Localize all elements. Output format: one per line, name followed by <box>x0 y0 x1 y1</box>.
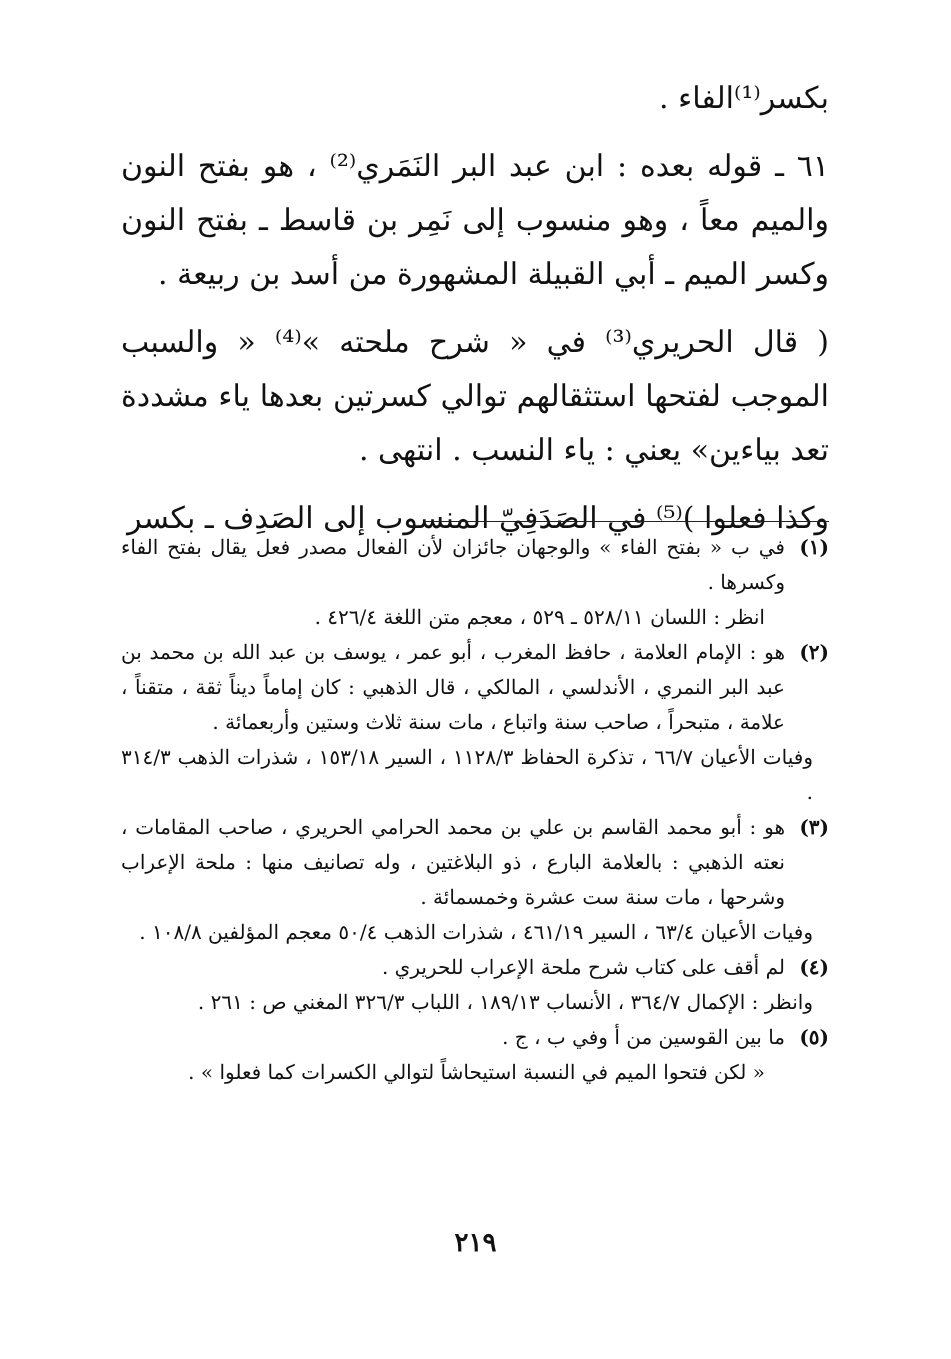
footnote-2 <box>121 635 829 740</box>
footnote-3-text: هو : أبو محمد القاسم بن علي بن محمد الحرامي الحريري ، صاحب المقامات ، نعته الذهبي : بالعلامة البارع ، ذو البلاغتين ، وله تصانيف منها : ملحة الإعراب وشرحها ، مات سنة ست عشرة وخمسمائة . <box>121 815 785 909</box>
footnote-1-text: في ب « بفتح الفاء » والوجهان جائزان لأن الفعال مصدر فعل يقال بفتح الفاء وكسرها . <box>121 535 785 594</box>
footnote-1-number: (١) <box>799 535 829 559</box>
main-line-kasr-al-fa: بكسر⁽¹⁾الفاء . <box>659 81 829 116</box>
footnote-1 <box>121 530 829 600</box>
footnote-4-reference: وانظر : الإكمال ٣٦٤/٧ ، الأنساب ١٨٩/١٣ ، اللباب ٣٢٦/٣ المغني ص : ٢٦١ . <box>197 990 813 1014</box>
footnote-5-number: (٥) <box>799 1025 829 1049</box>
main-text-block <box>121 72 829 546</box>
paragraph-61: ٦١ ـ قوله بعده : ابن عبد البر النَمَري⁽²⁾ ، هو بفتح النون والميم معاً ، وهو منسوب إلى نَمِر بن قاسط ـ بفتح النون وكسر الميم ـ أبي القبيلة المشهورة من أسد بن ربيعة . <box>121 149 829 292</box>
footnote-4 <box>121 950 829 985</box>
footnote-5-text: ما بين القوسين من أ وفي ب ، ج . <box>502 1025 785 1049</box>
footnote-4-text: لم أقف على كتاب شرح ملحة الإعراب للحريري . <box>381 955 785 979</box>
footnote-2-number: (٢) <box>799 640 829 664</box>
paragraph-sadafi: وكذا فعلوا )⁽⁵⁾ في الصَدَفِيّ المنسوب إلى الصَدِف ـ بكسر <box>127 501 829 536</box>
footnote-separator <box>424 521 829 522</box>
footnote-3-number: (٣) <box>799 815 829 839</box>
footnote-3-reference: وفيات الأعيان ٦٣/٤ ، السير ٤٦١/١٩ ، شذرات الذهب ٥٠/٤ معجم المؤلفين ١٠٨/٨ . <box>139 920 813 944</box>
page-number: ٢١٩ <box>454 1228 497 1258</box>
footnote-2-reference: وفيات الأعيان ٦٦/٧ ، تذكرة الحفاظ ١١٢٨/٣ ، السير ١٥٣/١٨ ، شذرات الذهب ٣١٤/٣ . <box>121 745 813 804</box>
footnote-2-text: هو : الإمام العلامة ، حافظ المغرب ، أبو عمر ، يوسف بن عبد الله بن محمد بن عبد البر النمري ، الأندلسي ، المالكي ، قال الذهبي : كان إماماً ديناً ثقة ، متقناً ، علامة ، متبحراً ، صاحب سنة واتباع ، مات سنة ثلاث وستين وأربعمائة . <box>121 640 785 734</box>
paragraph-hariri-quote: ( قال الحريري⁽³⁾ في « شرح ملحته »⁽⁴⁾ « والسبب الموجب لفتحها استثقالهم توالي كسرتين بعدها ياء مشددة تعد بياءين» يعني : ياء النسب . انتهى . <box>121 325 830 468</box>
footnote-3 <box>121 810 829 915</box>
footnote-1-reference: انظر : اللسان ٥٢٨/١١ ـ ٥٢٩ ، معجم متن اللغة ٤٢٦/٤ . <box>314 605 765 629</box>
footnote-5 <box>121 1020 829 1055</box>
footnotes-block <box>121 530 829 1090</box>
footnote-4-number: (٤) <box>799 955 829 979</box>
footnote-5-reference: « لكن فتحوا الميم في النسبة استيحاشاً لتوالي الكسرات كما فعلوا » . <box>188 1060 765 1084</box>
